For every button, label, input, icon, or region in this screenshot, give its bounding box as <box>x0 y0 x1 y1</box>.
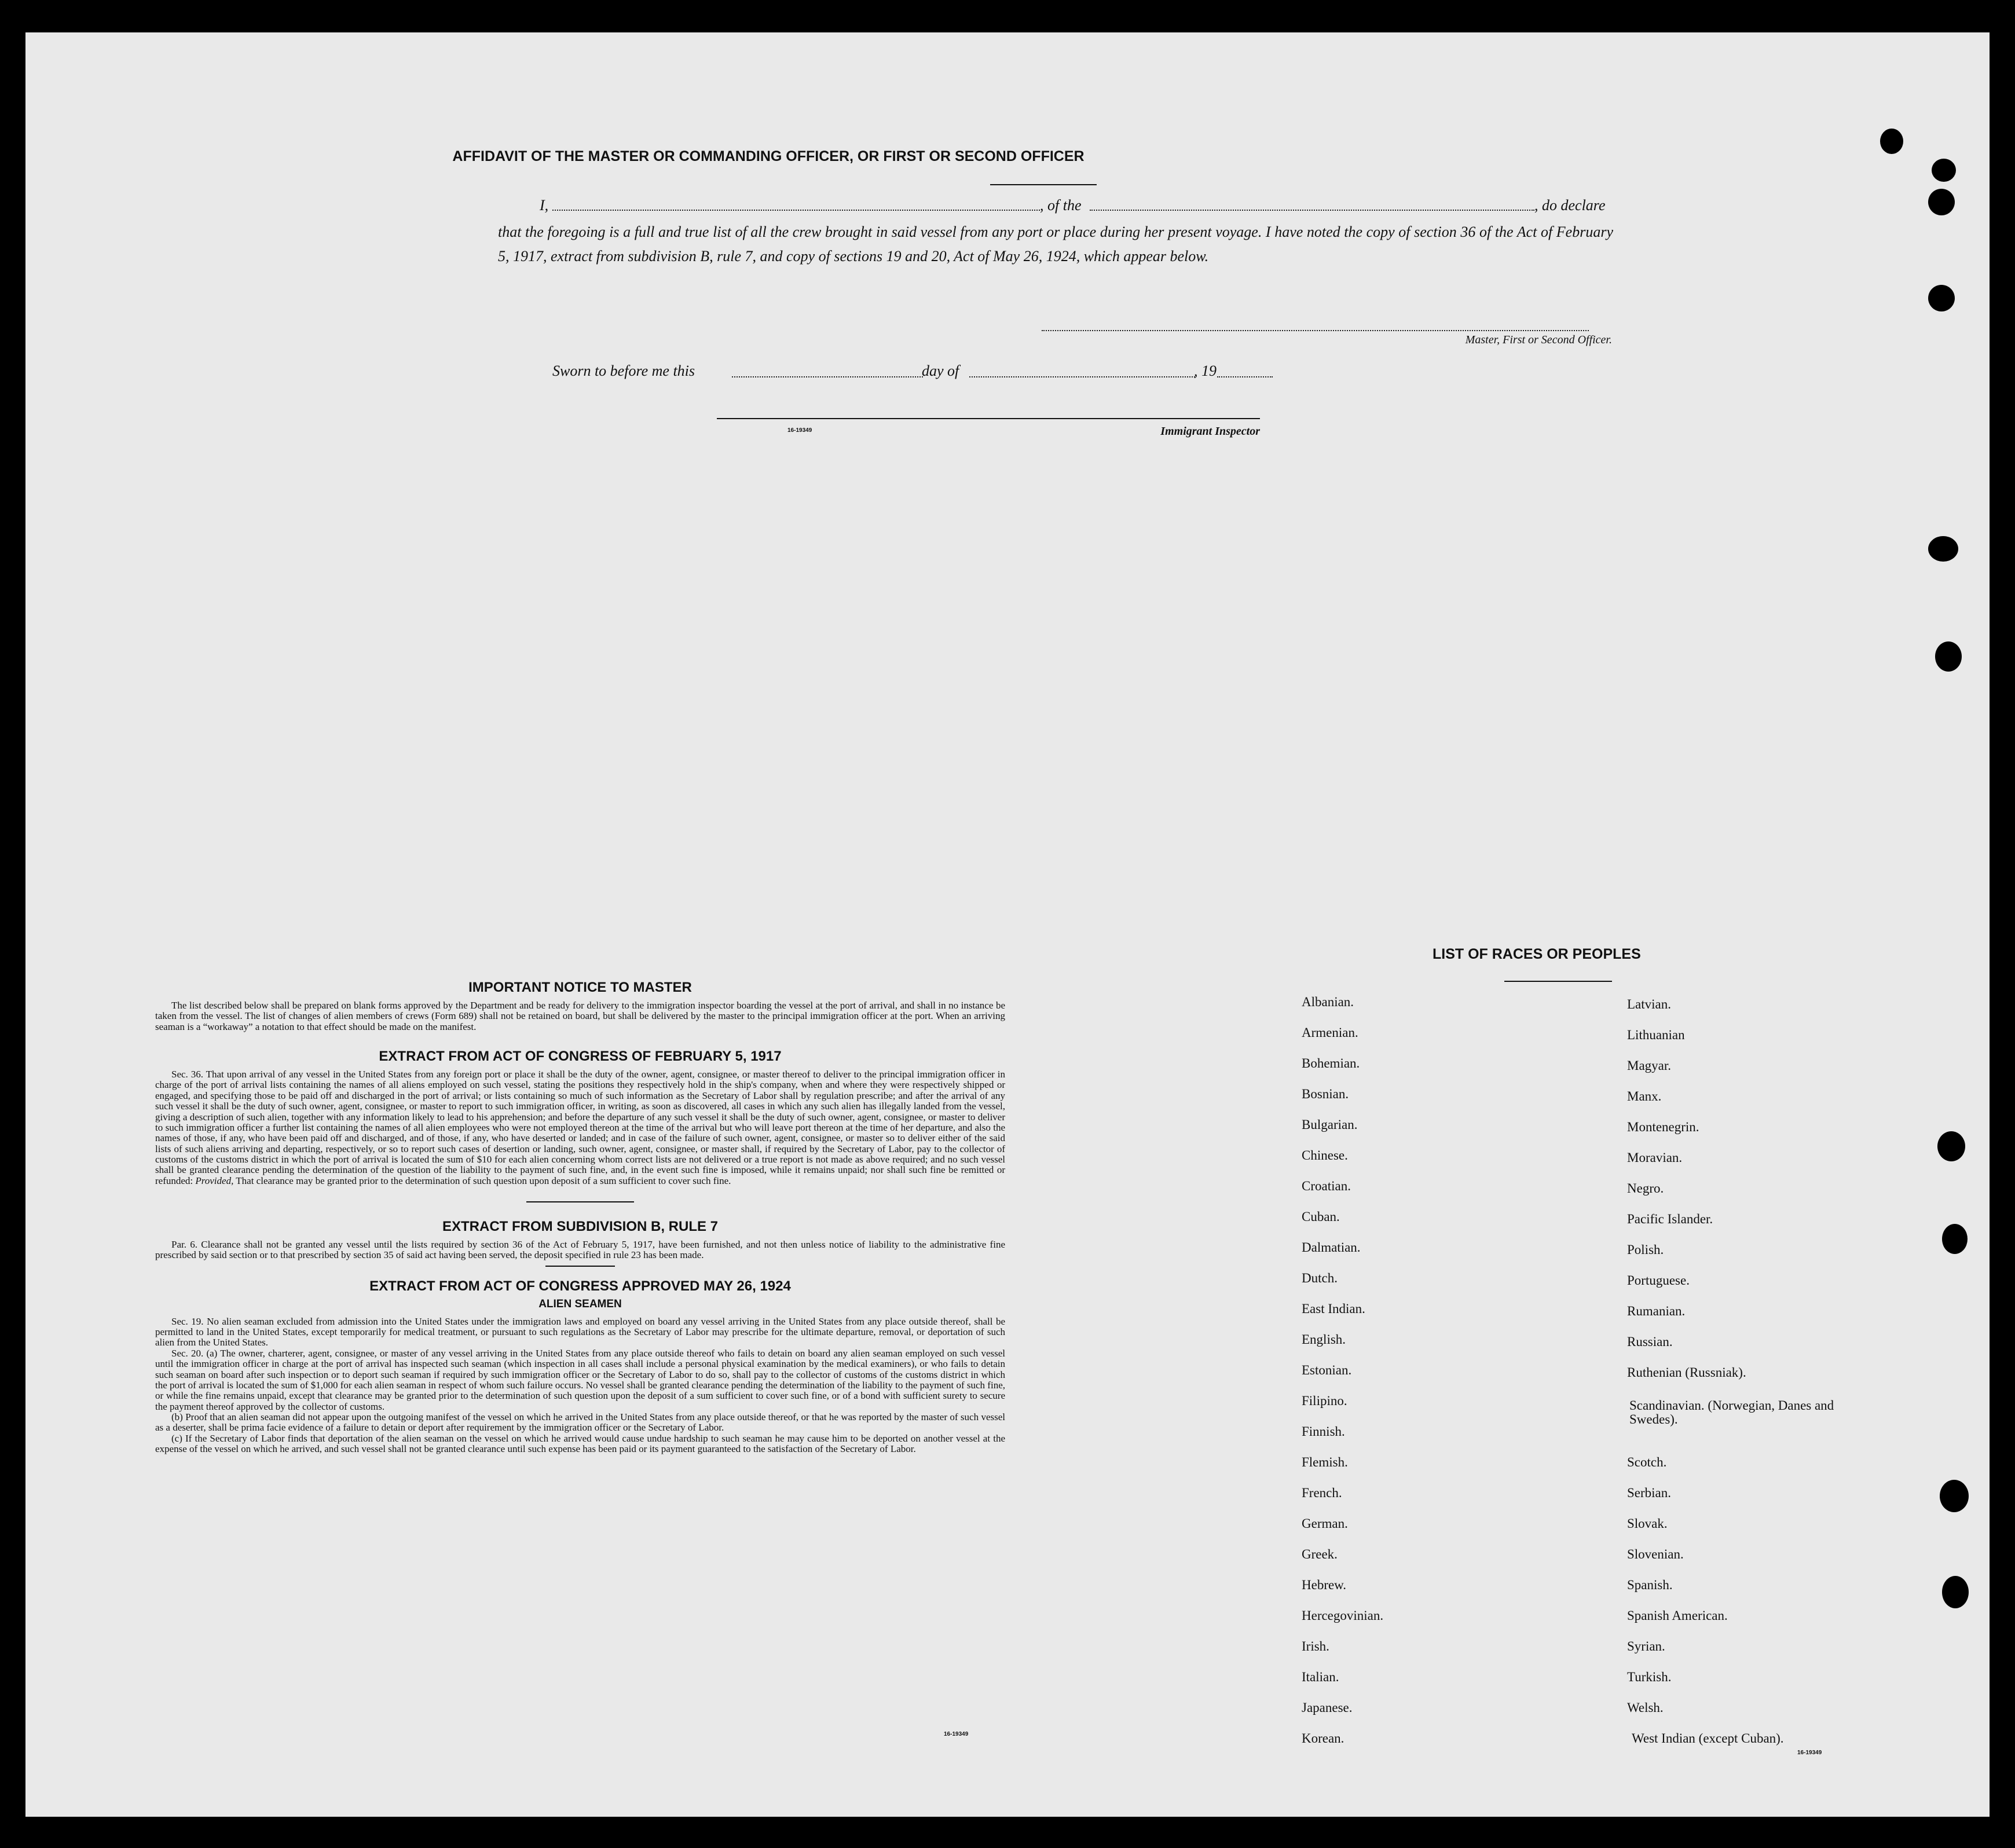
punch-hole <box>1880 129 1903 154</box>
year-label: , 19 <box>1194 362 1217 379</box>
extract-1924-title: EXTRACT FROM ACT OF CONGRESS APPROVED MAY 26, 1924 <box>369 1278 791 1294</box>
punch-hole <box>1937 1131 1965 1161</box>
race-left-item: Bulgarian. <box>1302 1117 1358 1132</box>
race-right-item: Ruthenian (Russniak). <box>1627 1365 1746 1380</box>
affidavit-body: that the foregoing is a full and true list of all the crew brought in said vessel from any port or place during her present voyage. I have noted the copy of section 36 of the Act of February 5, 1917, extract from subdivision B, rule 7, and copy of sections 19 and 20, Act of May 26, 1924, which appear below. <box>498 223 1613 265</box>
sec-20b-text: (b) Proof that an alien seaman did not appear upon the outgoing manifest of the vessel on which he arrived in the United States from any place outside thereof, or that he was reported by the master of such vessel as a deserter, shall be prima facie evidence of a failure to detain or deport after requirement by the immigration officer or the Secretary of Labor. <box>155 1411 1005 1433</box>
affidavit-i-label: I, <box>540 197 549 214</box>
day-of-label: day of <box>922 362 959 379</box>
race-right-item: Slovak. <box>1627 1516 1668 1531</box>
race-left-item: English. <box>1302 1332 1346 1347</box>
sec-20c-text: (c) If the Secretary of Labor finds that deportation of the alien seaman on the vessel on which he arrived would cause undue hardship to such seaman he may cause him to be deported on another vessel at the expense of the vessel on which he arrived, and such vessel shall not be granted clearance until such expense has been paid or its payment guaranteed to the satisfaction of the Secretary of Labor. <box>155 1432 1005 1455</box>
race-right-item: Portuguese. <box>1627 1273 1690 1288</box>
notice-title: IMPORTANT NOTICE TO MASTER <box>468 980 692 995</box>
race-left-item: Cuban. <box>1302 1209 1340 1224</box>
race-left-item: Flemish. <box>1302 1455 1348 1469</box>
race-left-item: Armenian. <box>1302 1025 1358 1040</box>
race-right-item: West Indian (except Cuban). <box>1632 1731 1784 1746</box>
race-left-item: Italian. <box>1302 1670 1339 1684</box>
sworn-label: Sworn to before me this <box>552 362 695 379</box>
race-left-item: Finnish. <box>1302 1424 1345 1439</box>
extract-form-number: 16-19349 <box>944 1731 969 1737</box>
notice-text: The list described below shall be prepared on blank forms approved by the Department and be ready for delivery to the immigration inspector boarding the vessel at the port of arrival, and shall in no instance be taken from the vessel. The list of changes of alien members of crews (Form 689) shall not be retained on board, but shall be delivered by the master to the principal immigration officer at the port. When an arriving seaman is a “workaway” a notation to that effect should be made on the manifest. <box>155 1000 1005 1032</box>
race-right-item: Latvian. <box>1627 997 1671 1011</box>
race-left-item: French. <box>1302 1486 1342 1500</box>
extract-1917-body-end: That clearance may be granted prior to the determination of such question upon deposit of a sum sufficient to cover such fine. <box>236 1175 731 1186</box>
race-left-item: German. <box>1302 1516 1348 1531</box>
races-title-rule <box>1504 981 1612 982</box>
race-left-item: Bohemian. <box>1302 1056 1360 1070</box>
extract-1917-proviso: Provided, <box>195 1175 234 1186</box>
sworn-month-field[interactable] <box>969 376 1195 377</box>
race-left-item: Croatian. <box>1302 1179 1351 1193</box>
punch-hole <box>1928 536 1958 562</box>
section-rule <box>526 1201 634 1202</box>
title-rule <box>990 184 1097 185</box>
affidavit-of-the-label: , of the <box>1040 197 1082 214</box>
race-left-item: Dutch. <box>1302 1271 1338 1285</box>
extract-1917-body: Sec. 36. That upon arrival of any vessel in the United States from any foreign port or place it shall be the duty of the owner, agent, consignee, or master thereof to deliver to the principal immigration officer in charge of the port of arrival lists containing the names of all aliens employed on such vessel, stating the positions they respectively hold in the ship's company, when and where they were respectively shipped or engaged, and specifying those to be paid off and discharged in the port of arrival; or lists containing so much of such information as the Secretary of Labor shall by regulation prescribe; and after the arrival of any such vessel it shall be the duty of such owner, agent, consignee, or master to report to such immigration officer, in writing, as soon as discovered, all cases in which any such alien has illegally landed from the vessel, giving a description of such alien, together with any information likely to lead to his apprehension; and before the departure of any such vessel it shall be the duty of such owner, agent, consignee, or master to deliver to such immigration officer a further list containing the names of all alien employees who were not employed thereon at the time of the arrival but who will leave port thereon at the time of her departure, and also the names of those, if any, who have been paid off and discharged, and of those, if any, who have deserted or landed; and in case of the failure of such owner, agent, consignee, or master so to deliver either of the said lists of such aliens arriving and departing, respectively, or so to report such cases of desertion or landing, such owner, agent, consignee, or master shall, if required by the Secretary of Labor, pay to the collector of customs of the customs district in which the port of arrival is located the sum of $10 for each alien concerning whom correct lists are not delivered or a true report is not made as above required; and no such vessel shall be granted clearance pending the determination of the question of the liability to the payment of such fine, and, in the event such fine is imposed, while it remains unpaid; nor shall such fine be remitted or refunded: <box>155 1069 1005 1186</box>
officer-signature-caption: Master, First or Second Officer. <box>1465 333 1612 346</box>
race-left-item: Hercegovinian. <box>1302 1608 1384 1623</box>
affidavit-form-number: 16-19349 <box>787 427 812 434</box>
extract-1917-title: EXTRACT FROM ACT OF CONGRESS OF FEBRUARY 5, 1917 <box>379 1048 782 1065</box>
race-right-item: Rumanian. <box>1627 1304 1686 1318</box>
punch-hole <box>1928 189 1955 215</box>
sec-19-text: Sec. 19. No alien seaman excluded from admission into the United States under the immigration laws and employed on board any vessel arriving in the United States from any place outside thereof, shall be permitted to land in the United States, except temporarily for medical treatment, or pursuant to such regulations as the Secretary of Labor may prescribe for the ultimate departure, removal, or deportation of such alien from the United States. <box>155 1315 1005 1348</box>
race-right-item: Spanish. <box>1627 1578 1673 1592</box>
officer-signature-line[interactable] <box>1042 330 1589 331</box>
race-left-item: Irish. <box>1302 1639 1329 1653</box>
race-right-item: Spanish American. <box>1627 1608 1728 1623</box>
race-left-item: Filipino. <box>1302 1394 1347 1408</box>
race-right-item: Moravian. <box>1627 1150 1683 1165</box>
punch-hole <box>1928 285 1955 311</box>
affidavit-declare-label: , do declare <box>1534 197 1606 214</box>
affidavit-title: AFFIDAVIT OF THE MASTER OR COMMANDING OFFICER, OR FIRST OR SECOND OFFICER <box>452 148 1085 164</box>
race-right-item: Lithuanian <box>1627 1028 1685 1042</box>
extract-1917-text <box>155 1069 1005 1186</box>
race-left-item: Greek. <box>1302 1547 1338 1561</box>
race-right-item: Scandinavian. (Norwegian, Danes and Swedes). <box>1629 1398 1834 1427</box>
sec-20a-text: Sec. 20. (a) The owner, charterer, agent, consignee, or master of any vessel arriving in the United States from any place outside thereof who fails to detain on board any alien seaman employed on such vessel until the immigration officer in charge at the port of arrival has inspected such seaman (which inspection in all cases shall include a personal physical examination by the medical examiners), or who fails to detain such seaman on board after such inspection or to deport such seaman if required by such immigration officer or the Secretary of Labor to do so, shall pay to the collector of customs of the customs district in which the port of arrival is located the sum of $1,000 for each alien seaman in respect of whom such failure occurs. No vessel shall be granted clearance pending the determination of the liability to the payment of such fine, or while the fine remains unpaid, except that clearance may be granted prior to the determination of such question upon the deposit of a sum sufficient to cover such fine, or of a bond with sufficient surety to secure the payment thereof approved by the collector of customs. <box>155 1347 1005 1412</box>
race-left-item: Chinese. <box>1302 1148 1348 1163</box>
punch-hole <box>1932 159 1956 182</box>
race-right-item: Pacific Islander. <box>1627 1212 1713 1226</box>
inspector-caption: Immigrant Inspector <box>1160 425 1260 438</box>
sworn-year-field[interactable] <box>1217 376 1273 377</box>
race-left-item: East Indian. <box>1302 1301 1365 1316</box>
extract-rule7-text: Par. 6. Clearance shall not be granted any vessel until the lists required by section 36 of the Act of February 5, 1917, have been furnished, and not then unless notice of liability to the administrative fine prescribed by said section or to that prescribed by section 35 of said act having been served, the deposit specified in rule 23 has been made. <box>155 1239 1005 1261</box>
race-right-item: Serbian. <box>1627 1486 1672 1500</box>
race-left-item: Albanian. <box>1302 995 1354 1009</box>
race-right-item: Slovenian. <box>1627 1547 1684 1561</box>
race-left-item: Japanese. <box>1302 1700 1353 1715</box>
race-right-item: Scotch. <box>1627 1455 1667 1469</box>
races-title: LIST OF RACES OR PEOPLES <box>1433 946 1641 962</box>
punch-hole <box>1942 1224 1968 1254</box>
inspector-signature-line[interactable] <box>717 418 1260 419</box>
vessel-field[interactable] <box>1090 210 1534 211</box>
races-form-number: 16-19349 <box>1797 1750 1822 1756</box>
race-right-item: Russian. <box>1627 1334 1673 1349</box>
race-right-item: Turkish. <box>1627 1670 1672 1684</box>
race-left-item: Hebrew. <box>1302 1578 1347 1592</box>
race-right-item: Welsh. <box>1627 1700 1664 1715</box>
race-left-item: Korean. <box>1302 1731 1344 1746</box>
race-right-item: Montenegrin. <box>1627 1120 1699 1134</box>
race-right-item: Negro. <box>1627 1181 1664 1196</box>
race-left-item: Dalmatian. <box>1302 1240 1361 1255</box>
race-left-item: Estonian. <box>1302 1363 1352 1377</box>
punch-hole <box>1942 1576 1969 1608</box>
race-right-item: Manx. <box>1627 1089 1662 1103</box>
extract-rule7-title: EXTRACT FROM SUBDIVISION B, RULE 7 <box>442 1219 719 1235</box>
section-rule <box>545 1266 615 1267</box>
punch-hole <box>1940 1480 1969 1512</box>
race-right-item: Magyar. <box>1627 1058 1672 1073</box>
name-field[interactable] <box>552 210 1040 211</box>
race-right-item: Syrian. <box>1627 1639 1665 1653</box>
extract-1924-subtitle: ALIEN SEAMEN <box>538 1297 622 1310</box>
punch-hole <box>1935 641 1962 672</box>
sworn-day-field[interactable] <box>732 376 923 377</box>
race-right-item: Polish. <box>1627 1242 1664 1257</box>
legal-column <box>155 980 1005 1454</box>
race-left-item: Bosnian. <box>1302 1087 1349 1101</box>
form-sheet <box>25 32 1990 1817</box>
